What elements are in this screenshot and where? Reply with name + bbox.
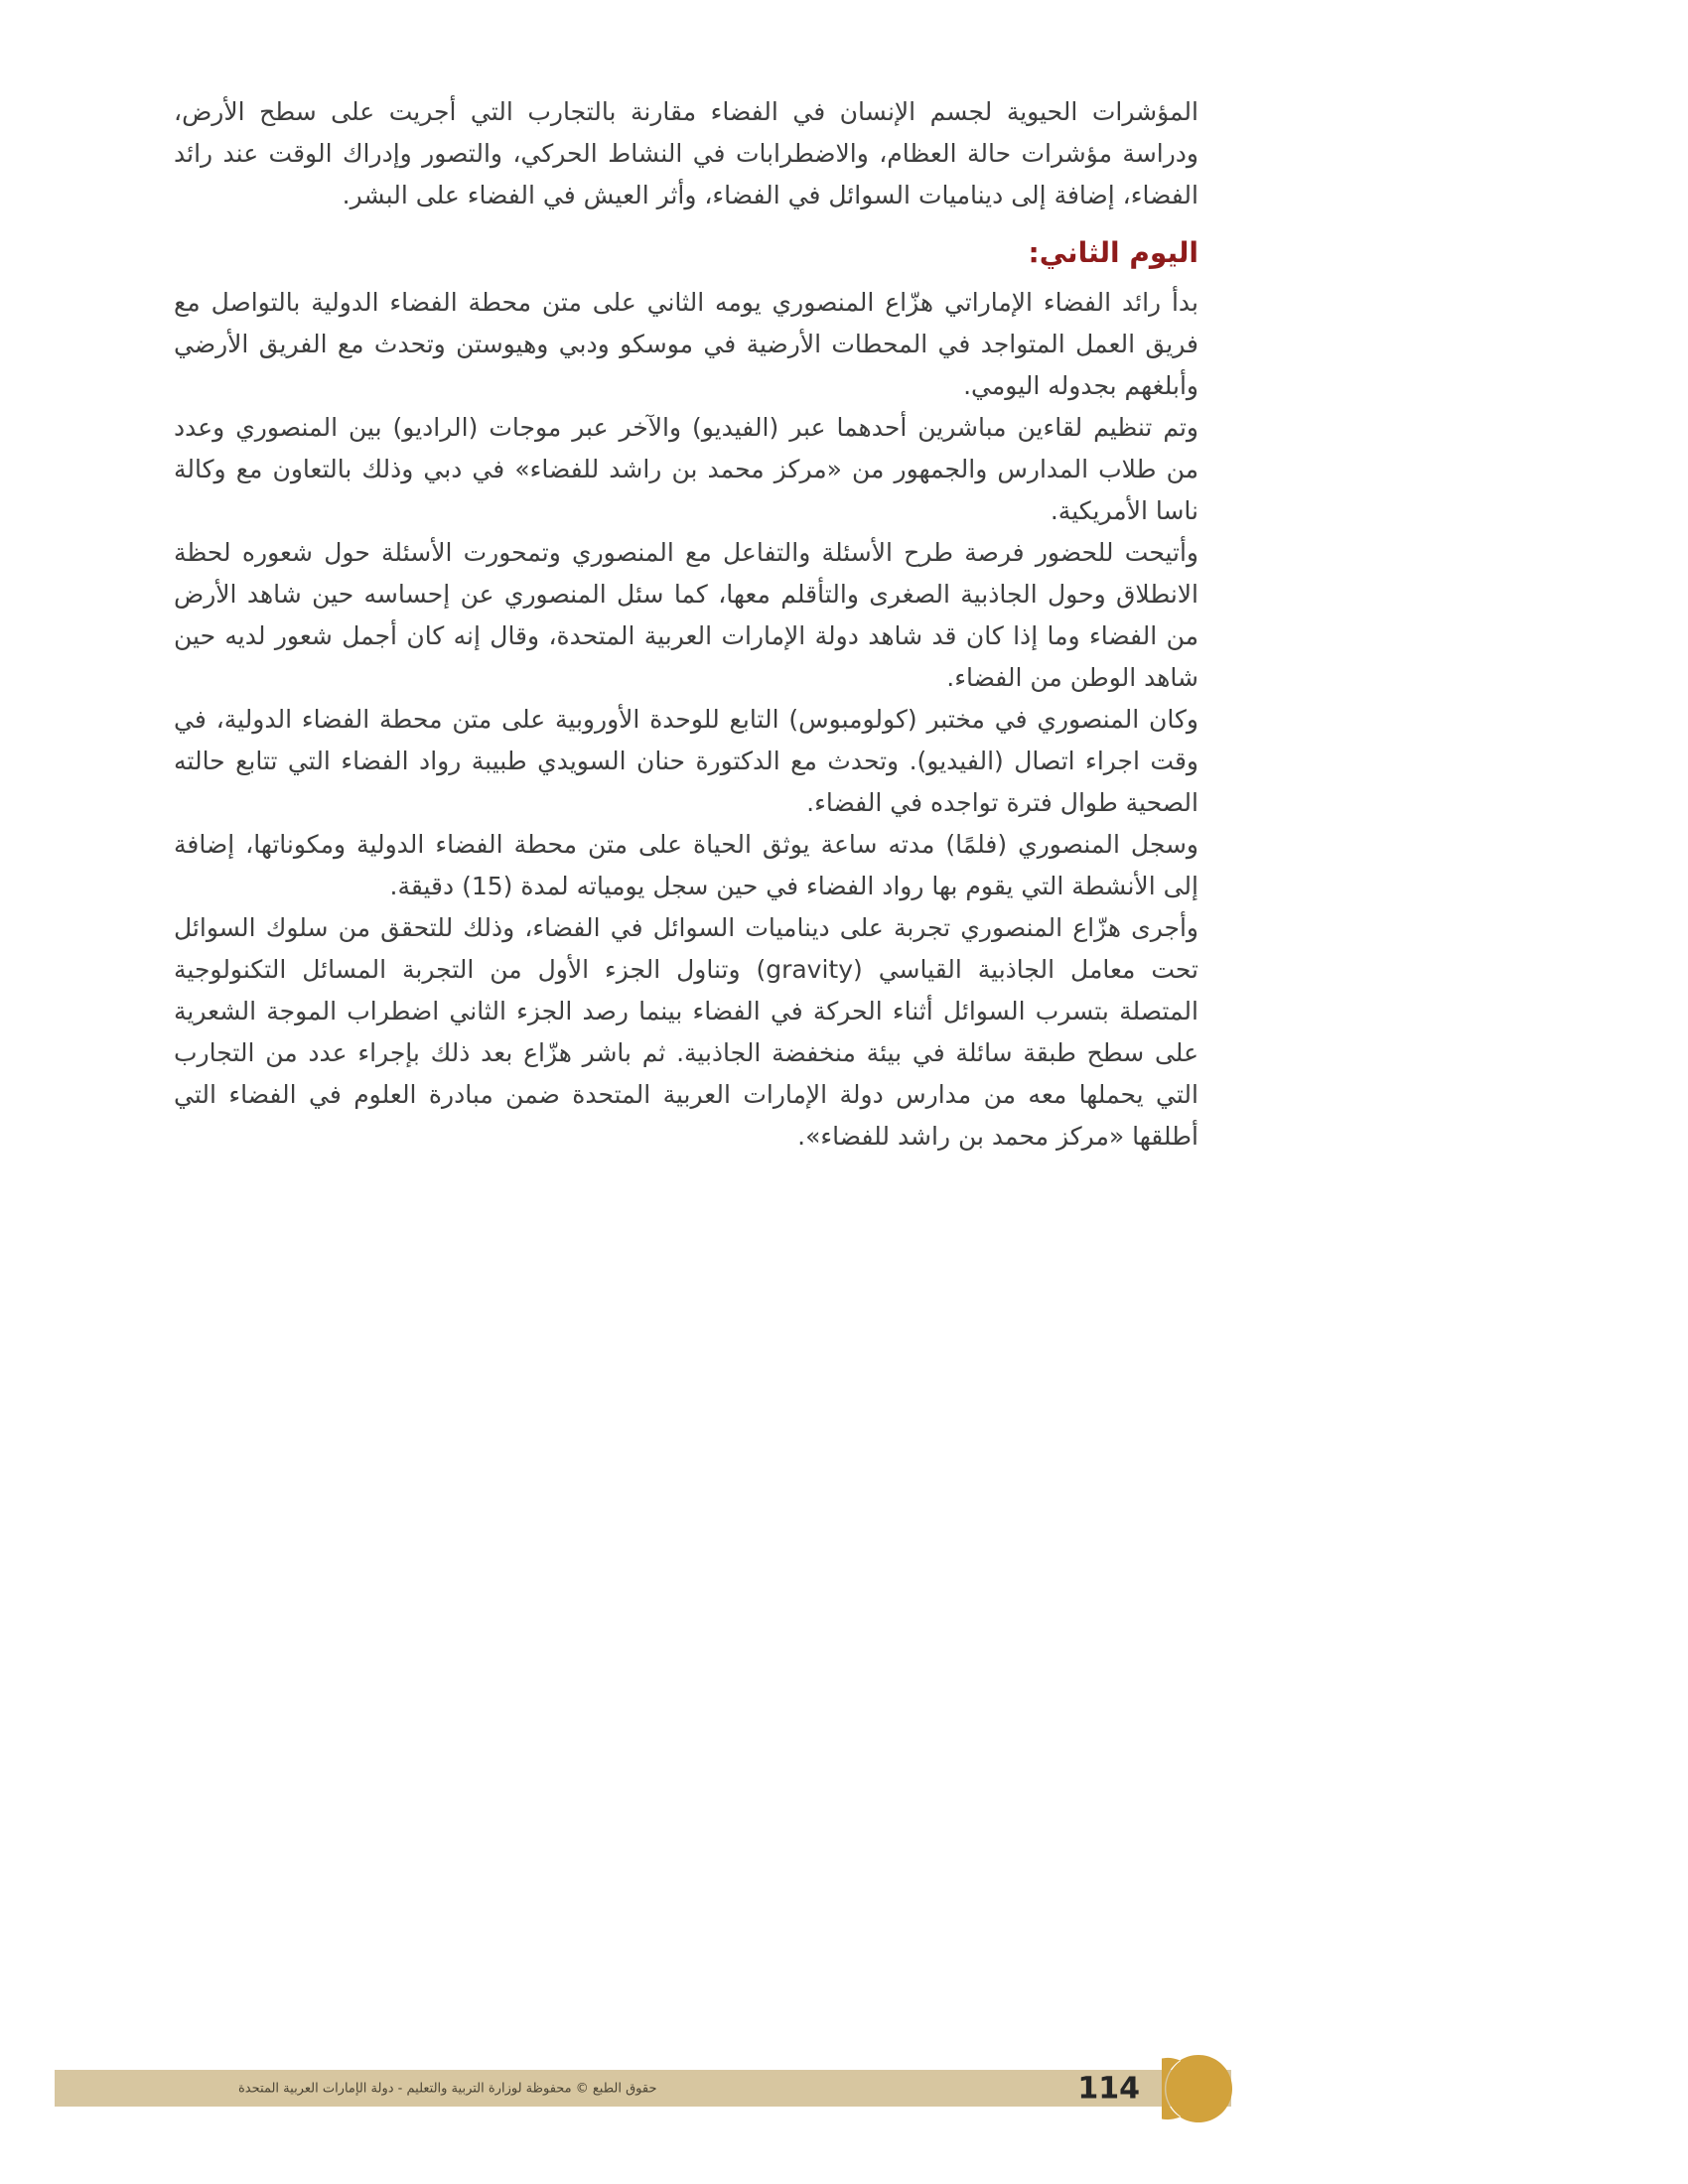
body-paragraph: وأجرى هزّاع المنصوري تجربة على ديناميات السوائل في الفضاء، وذلك للتحقق من سلوك السوائل تحت معامل الجاذبية القياسي (gravity) وتناول الجزء الأول من التجربة المسائل التكنولوجية المتصلة بتسرب السوائل أثناء الحركة في الفضاء بينما رصد الجزء الثاني اضطراب الموجة الشعرية على سطح طبقة سائلة في بيئة منخفضة الجاذبية. ثم باشر هزّاع بعد ذلك بإجراء عدد من التجارب التي يحملها معه من مدارس دولة الإمارات العربية المتحدة ضمن مبادرة العلوم في الفضاء التي أطلقها «مركز محمد بن راشد للفضاء». <box>174 913 1198 1151</box>
section-heading: اليوم الثاني: <box>1028 236 1198 269</box>
body-paragraph: وسجل المنصوري (فلمًا) مدته ساعة يوثق الحياة على متن محطة الفضاء الدولية ومكوناتها، إضافة إلى الأنشطة التي يقوم بها رواد الفضاء في حين سجل يومياته لمدة (15) دقيقة. <box>174 830 1198 900</box>
body-paragraph: وتم تنظيم لقاءين مباشرين أحدهما عبر (الفيديو) والآخر عبر موجات (الراديو) بين المنصوري وعدد من طلاب المدارس والجمهور من «مركز محمد بن راشد للفضاء» في دبي وذلك بالتعاون مع وكالة ناسا الأمريكية. <box>174 413 1198 525</box>
copyright-text: حقوق الطبع © محفوظة لوزارة التربية والتعليم - دولة الإمارات العربية المتحدة <box>238 2081 657 2096</box>
body-paragraph: بدأ رائد الفضاء الإماراتي هزّاع المنصوري يومه الثاني على متن محطة الفضاء الدولية بالتواصل مع فريق العمل المتواجد في المحطات الأرضية في موسكو ودبي وهيوستن وتحدث مع الفريق الأرضي وأبلغهم بجدوله اليومي. <box>174 288 1198 400</box>
content-column <box>174 91 1198 1158</box>
body-paragraph: وكان المنصوري في مختبر (كولومبوس) التابع للوحدة الأوروبية على متن محطة الفضاء الدولية، في وقت اجراء اتصال (الفيديو). وتحدث مع الدكتورة حنان السويدي طبيبة رواد الفضاء التي تتابع حالته الصحية طوال فترة تواجده في الفضاء. <box>174 705 1198 817</box>
footer-bar <box>55 2070 1231 2107</box>
intro-paragraph: المؤشرات الحيوية لجسم الإنسان في الفضاء مقارنة بالتجارب التي أجريت على سطح الأرض، ودراسة مؤشرات حالة العظام، والاضطرابات في النشاط الحركي، والتصور وإدراك الوقت عند رائد الفضاء، إضافة إلى ديناميات السوائل في الفضاء، وأثر العيش في الفضاء على البشر. <box>174 97 1198 209</box>
body-paragraph: وأتيحت للحضور فرصة طرح الأسئلة والتفاعل مع المنصوري وتمحورت الأسئلة حول شعوره لحظة الانطلاق وحول الجاذبية الصغرى والتأقلم معها، كما سئل المنصوري عن إحساسه حين شاهد الأرض من الفضاء وما إذا كان قد شاهد دولة الإمارات العربية المتحدة، وقال إنه كان أجمل شعور لديه حين شاهد الوطن من الفضاء. <box>174 538 1198 692</box>
page-number: 114 <box>1077 2071 1140 2106</box>
crescent-moon-icon <box>1162 2047 1235 2130</box>
